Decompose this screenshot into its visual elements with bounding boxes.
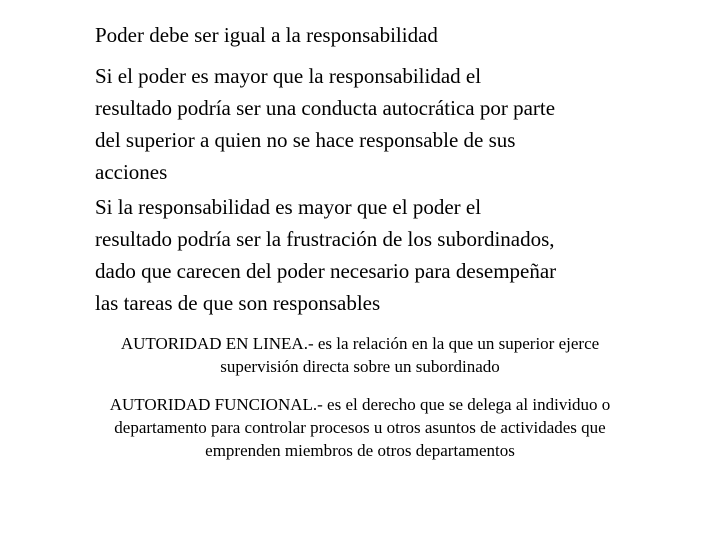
paragraph-power-equals-responsibility — [95, 19, 438, 51]
text-line: Si la responsabilidad es mayor que el poder el — [95, 195, 482, 219]
text-line: del superior a quien no se hace responsable de sus — [95, 128, 516, 152]
text-line: resultado podría ser la frustración de los subordinados, — [95, 227, 555, 251]
paragraph-responsibility-greater — [95, 191, 556, 319]
text-line: dado que carecen del poder necesario para desempeñar — [95, 259, 557, 283]
text-line: Si el poder es mayor que la responsabilidad el — [95, 64, 482, 88]
text-line: acciones — [95, 160, 168, 184]
text-line: Poder debe ser igual a la responsabilidad — [95, 23, 438, 47]
paragraph-line-authority — [0, 332, 720, 378]
paragraph-functional-authority — [0, 393, 720, 462]
text-line: supervisión directa sobre un subordinado — [220, 357, 500, 376]
text-line: departamento para controlar procesos u otros asuntos de actividades que — [114, 418, 606, 437]
paragraph-power-greater — [95, 60, 555, 188]
text-line: AUTORIDAD FUNCIONAL.- es el derecho que se delega al individuo o — [109, 395, 611, 414]
text-line: resultado podría ser una conducta autocrática por parte — [95, 96, 556, 120]
text-line: AUTORIDAD EN LINEA.- es la relación en la que un superior ejerce — [120, 334, 600, 353]
text-line: emprenden miembros de otros departamentos — [205, 441, 515, 460]
text-line: las tareas de que son responsables — [95, 291, 381, 315]
